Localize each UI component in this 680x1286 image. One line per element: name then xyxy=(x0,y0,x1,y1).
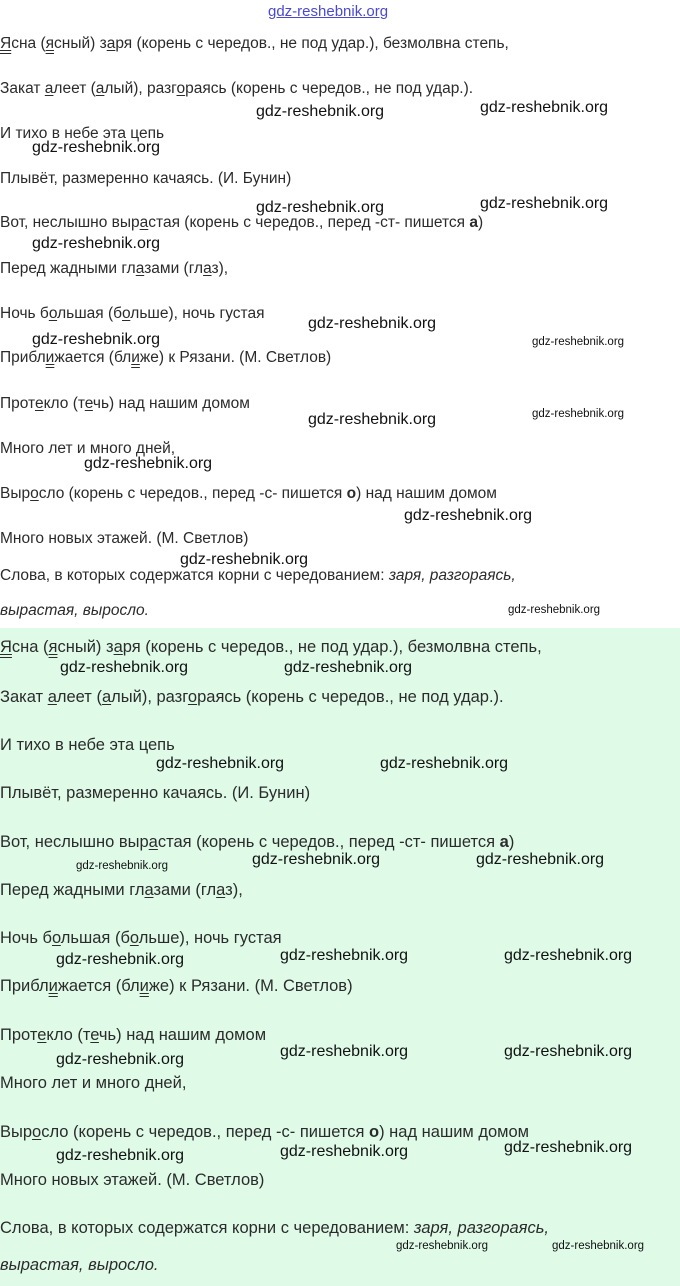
text-segment: Прот xyxy=(0,1026,38,1044)
text-segment: ) над нашим домом xyxy=(379,1123,530,1141)
text-line xyxy=(0,1169,264,1191)
text-line xyxy=(0,258,228,280)
watermark: gdz-reshebnik.org xyxy=(532,408,625,420)
answer-block-1 xyxy=(0,0,680,628)
text-segment: Перед жадными гл xyxy=(0,881,145,899)
text-segment: Вот, неслышно выр xyxy=(0,214,140,231)
marked-letter: а xyxy=(106,35,116,52)
text-line xyxy=(0,879,243,901)
text-segment: Выр xyxy=(0,485,31,502)
watermark: gdz-reshebnik.org xyxy=(284,659,413,676)
text-line xyxy=(0,927,282,949)
text-segment: сло (корень с чередов., перед -с- пишется xyxy=(38,485,347,502)
watermark: gdz-reshebnik.org xyxy=(32,331,161,348)
text-segment: лый), разг xyxy=(111,688,188,706)
text-segment: Закат xyxy=(0,80,45,97)
watermark: gdz-reshebnik.org xyxy=(504,1139,633,1156)
text-segment: раясь (корень с чередов., не под удар.). xyxy=(185,80,474,97)
text-segment: зами (гл xyxy=(144,260,204,277)
text-segment: же) к Рязани. (М. Светлов) xyxy=(139,349,332,366)
text-segment: сна ( xyxy=(11,35,46,52)
text-segment: ря (корень с чередов., не под удар.), безмолвна степь, xyxy=(115,35,509,52)
text-line xyxy=(0,1024,266,1046)
marked-letter: заря, разгораясь, xyxy=(413,1219,549,1237)
watermark: gdz-reshebnik.org xyxy=(56,1051,185,1068)
watermark: gdz-reshebnik.org xyxy=(480,195,609,212)
text-segment: раясь (корень с чередов., не под удар.). xyxy=(197,688,504,706)
watermark: gdz-reshebnik.org xyxy=(268,3,389,20)
text-segment: з), xyxy=(211,260,229,277)
text-segment: Ночь б xyxy=(0,929,52,947)
marked-letter: а xyxy=(144,881,154,899)
watermark: gdz-reshebnik.org xyxy=(76,860,169,872)
text-segment: сло (корень с чередов., перед -с- пишется xyxy=(41,1123,369,1141)
text-line xyxy=(0,303,264,325)
marked-letter: и xyxy=(131,349,140,366)
marked-letter: а xyxy=(469,214,479,231)
marked-letter: о xyxy=(346,485,357,502)
text-line xyxy=(0,1121,529,1143)
marked-letter: о xyxy=(32,1123,42,1141)
marked-letter: о xyxy=(129,929,139,947)
text-line xyxy=(0,483,497,505)
marked-letter: а xyxy=(135,260,145,277)
marked-letter: Я xyxy=(0,638,12,656)
text-segment: И тихо в небе эта цепь xyxy=(0,736,175,754)
text-segment: Много новых этажей. (М. Светлов) xyxy=(0,1171,265,1189)
text-line xyxy=(0,33,509,55)
watermark: gdz-reshebnik.org xyxy=(56,1147,185,1164)
marked-letter: вырастая, выросло. xyxy=(0,602,149,619)
marked-letter: е xyxy=(90,1026,99,1044)
text-segment: Много лет и много дней, xyxy=(0,440,176,457)
marked-letter: е xyxy=(84,395,93,412)
watermark: gdz-reshebnik.org xyxy=(480,99,609,116)
marked-letter: о xyxy=(176,80,186,97)
watermark: gdz-reshebnik.org xyxy=(156,755,285,772)
marked-letter: о xyxy=(48,305,58,322)
watermark: gdz-reshebnik.org xyxy=(32,139,161,156)
text-segment: ) xyxy=(508,833,515,851)
text-line xyxy=(0,636,542,658)
text-segment: Слова, в которых содержатся корни с чередованием: xyxy=(0,1219,414,1237)
text-segment: льше), ночь густая xyxy=(138,929,282,947)
text-segment: стая (корень с чередов., перед -ст- пишется xyxy=(148,214,470,231)
text-segment: леет ( xyxy=(56,688,102,706)
marked-letter: е xyxy=(37,1026,47,1044)
text-segment: И тихо в небе эта цепь xyxy=(0,125,165,142)
text-line xyxy=(0,734,175,756)
watermark: gdz-reshebnik.org xyxy=(280,947,409,964)
marked-letter: и xyxy=(139,977,149,995)
marked-letter: а xyxy=(499,833,509,851)
marked-letter: о xyxy=(187,688,198,706)
watermark: gdz-reshebnik.org xyxy=(532,336,625,348)
watermark: gdz-reshebnik.org xyxy=(380,755,509,772)
watermark: gdz-reshebnik.org xyxy=(280,1043,409,1060)
watermark: gdz-reshebnik.org xyxy=(308,411,437,428)
text-line xyxy=(0,831,514,853)
watermark: gdz-reshebnik.org xyxy=(396,1240,489,1252)
text-segment: кло (т xyxy=(43,395,85,412)
text-line xyxy=(0,600,149,622)
text-line xyxy=(0,1072,186,1094)
text-line xyxy=(0,1217,549,1239)
text-line xyxy=(0,168,291,190)
text-segment: Перед жадными гл xyxy=(0,260,136,277)
marked-letter: а xyxy=(113,638,123,656)
text-segment: сна ( xyxy=(11,638,49,656)
text-line xyxy=(0,393,250,415)
text-segment: же) к Рязани. (М. Светлов) xyxy=(148,977,353,995)
watermark: gdz-reshebnik.org xyxy=(60,659,189,676)
marked-letter: о xyxy=(51,929,61,947)
watermark: gdz-reshebnik.org xyxy=(280,1143,409,1160)
marked-letter: Я xyxy=(0,35,12,52)
text-segment: ) xyxy=(478,214,484,231)
text-segment: Прот xyxy=(0,395,35,412)
text-segment: Прибл xyxy=(0,977,49,995)
text-line xyxy=(0,975,353,997)
marked-letter: а xyxy=(44,80,54,97)
text-segment: Вот, неслышно выр xyxy=(0,833,149,851)
marked-letter: а xyxy=(203,260,212,277)
text-segment: жается (бл xyxy=(57,977,140,995)
text-segment: стая (корень с чередов., перед -ст- пишется xyxy=(157,833,500,851)
text-segment: Плывёт, размеренно качаясь. (И. Бунин) xyxy=(0,784,311,802)
text-segment: льше), ночь густая xyxy=(130,305,265,322)
watermark: gdz-reshebnik.org xyxy=(504,1043,633,1060)
watermark: gdz-reshebnik.org xyxy=(552,1240,645,1252)
text-segment: ря (корень с чередов., не под удар.), безмолвна степь, xyxy=(122,638,542,656)
watermark: gdz-reshebnik.org xyxy=(256,103,385,120)
watermark: gdz-reshebnik.org xyxy=(180,551,309,568)
watermark: gdz-reshebnik.org xyxy=(476,851,605,868)
marked-letter: а xyxy=(101,688,112,706)
text-segment: кло (т xyxy=(46,1026,91,1044)
marked-letter: а xyxy=(216,881,226,899)
text-segment: ) над нашим домом xyxy=(356,485,497,502)
text-line xyxy=(0,782,310,804)
text-line xyxy=(0,686,504,708)
text-segment: жается (бл xyxy=(54,349,132,366)
text-segment: сный) з xyxy=(54,35,107,52)
text-segment: Выр xyxy=(0,1123,33,1141)
marked-letter: е xyxy=(34,395,44,412)
marked-letter: вырастая, выросло. xyxy=(0,1256,159,1274)
marked-letter: о xyxy=(30,485,39,502)
text-line xyxy=(0,212,483,234)
marked-letter: я xyxy=(45,35,55,52)
marked-letter: и xyxy=(45,349,55,366)
watermark: gdz-reshebnik.org xyxy=(252,851,381,868)
watermark: gdz-reshebnik.org xyxy=(508,604,601,616)
watermark: gdz-reshebnik.org xyxy=(32,235,161,252)
watermark: gdz-reshebnik.org xyxy=(308,315,437,332)
text-line xyxy=(0,78,473,100)
marked-letter: а xyxy=(95,80,105,97)
marked-letter: я xyxy=(48,638,58,656)
text-segment: сный) з xyxy=(57,638,114,656)
text-line xyxy=(0,1254,159,1276)
text-segment: зами (гл xyxy=(153,881,217,899)
watermark: gdz-reshebnik.org xyxy=(256,199,385,216)
text-segment: Прибл xyxy=(0,349,46,366)
text-line xyxy=(0,528,248,550)
text-segment: Слова, в которых содержатся корни с чередованием: xyxy=(0,567,389,584)
text-segment: Ночь б xyxy=(0,305,49,322)
text-segment: чь) над нашим домом xyxy=(92,395,250,412)
marked-letter: а xyxy=(148,833,158,851)
watermark: gdz-reshebnik.org xyxy=(84,455,213,472)
watermark: gdz-reshebnik.org xyxy=(404,507,533,524)
marked-letter: и xyxy=(48,977,58,995)
marked-letter: а xyxy=(47,688,57,706)
text-segment: лый), разг xyxy=(104,80,177,97)
text-line xyxy=(0,347,331,369)
marked-letter: а xyxy=(139,214,149,231)
text-segment: Много лет и много дней, xyxy=(0,1074,187,1092)
marked-letter: о xyxy=(122,305,131,322)
text-segment: льшая (б xyxy=(60,929,130,947)
marked-letter: заря, разгораясь, xyxy=(388,567,516,584)
text-segment: Много новых этажей. (М. Светлов) xyxy=(0,530,249,547)
text-segment: леет ( xyxy=(53,80,96,97)
text-segment: чь) над нашим домом xyxy=(98,1026,267,1044)
watermark: gdz-reshebnik.org xyxy=(504,947,633,964)
text-segment: Закат xyxy=(0,688,48,706)
text-segment: льшая (б xyxy=(57,305,123,322)
watermark: gdz-reshebnik.org xyxy=(56,951,185,968)
text-segment: Плывёт, размеренно качаясь. (И. Бунин) xyxy=(0,170,292,187)
marked-letter: о xyxy=(369,1123,380,1141)
text-segment: з), xyxy=(225,881,243,899)
